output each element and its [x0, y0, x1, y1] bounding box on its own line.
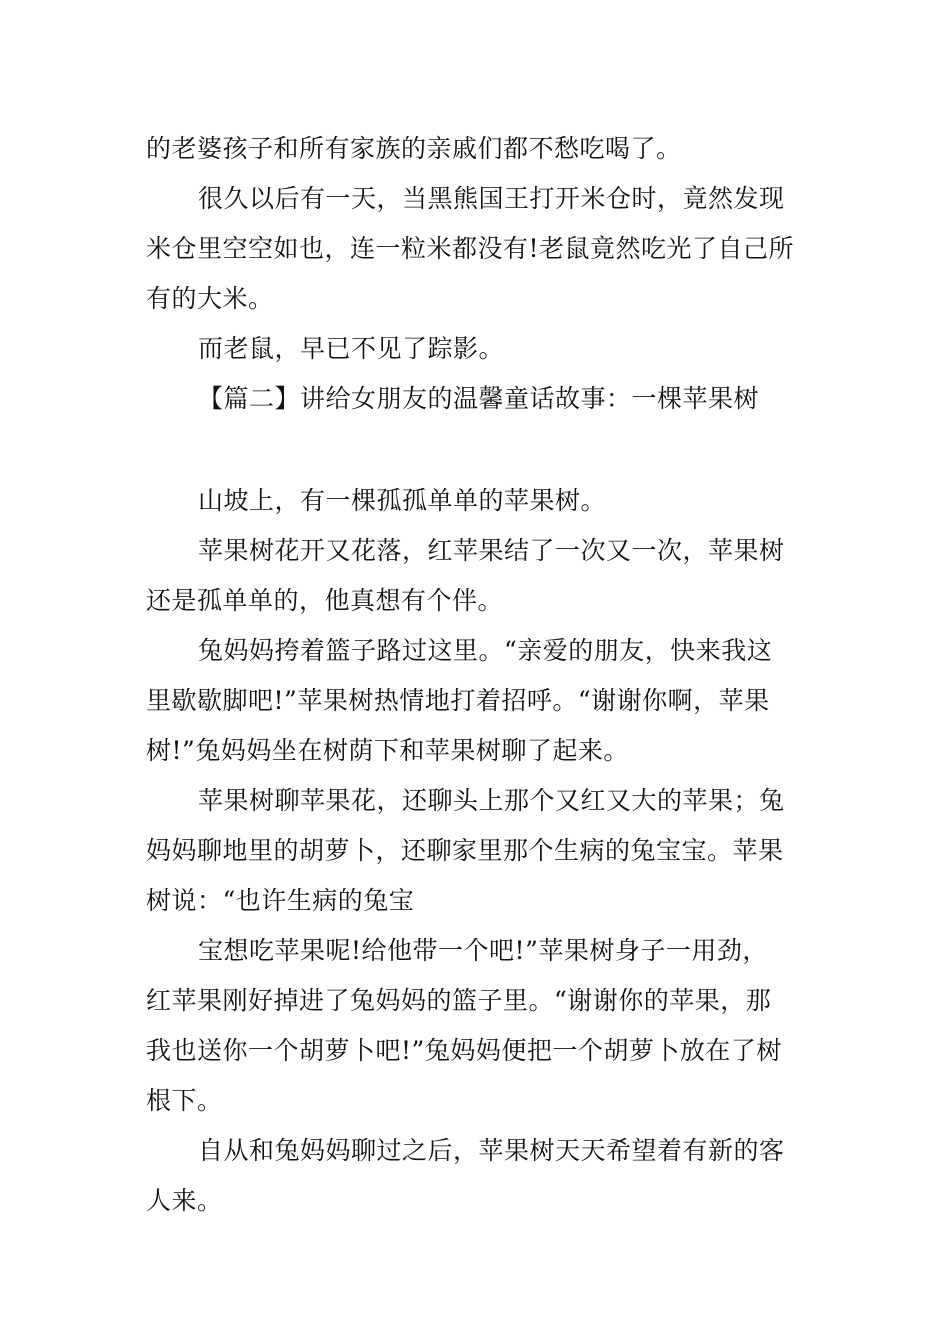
- text-line: 我也送你一个胡萝卜吧!”兔妈妈便把一个胡萝卜放在了树: [146, 1036, 782, 1065]
- text-line: 树!”兔妈妈坐在树荫下和苹果树聊了起来。: [146, 736, 629, 765]
- blank-gap: [146, 424, 811, 476]
- text-line: 人来。: [146, 1186, 223, 1215]
- paragraph-start-line: 兔妈妈挎着篮子路过这里。“亲爱的朋友，快来我这: [198, 636, 773, 665]
- paragraph-start-line: 自从和兔妈妈聊过之后，苹果树天天希望着有新的客: [198, 1136, 785, 1165]
- paragraph-start-line: 宝想吃苹果呢!给他带一个吧!”苹果树身子一用劲，: [198, 936, 768, 965]
- text-line: 的老婆孩子和所有家族的亲戚们都不愁吃喝了。: [146, 134, 682, 163]
- paragraph-start-line: 很久以后有一天，当黑熊国王打开米仓时，竟然发现: [198, 184, 785, 213]
- paragraph-start-line: 而老鼠，早已不见了踪影。: [198, 334, 505, 363]
- paragraph-start-line: 苹果树花开又花落，红苹果结了一次又一次，苹果树: [198, 536, 785, 565]
- text-line: 红苹果刚好掉进了兔妈妈的篮子里。“谢谢你的苹果，那: [146, 986, 772, 1015]
- paragraph-start-line: 山坡上，有一棵孤孤单单的苹果树。: [198, 486, 607, 515]
- text-line: 树说：“也许生病的兔宝: [146, 886, 415, 915]
- text-line: 还是孤单单的，他真想有个伴。: [146, 586, 504, 615]
- paragraph-start-line: 苹果树聊苹果花，还聊头上那个又红又大的苹果；兔: [198, 786, 785, 815]
- section-heading: 【篇二】讲给女朋友的温馨童话故事：一棵苹果树: [198, 384, 760, 413]
- document-body: [146, 124, 811, 1226]
- text-line: 妈妈聊地里的胡萝卜，还聊家里那个生病的兔宝宝。苹果: [146, 836, 784, 865]
- text-line: 里歇歇脚吧!”苹果树热情地打着招呼。“谢谢你啊，苹果: [146, 686, 770, 715]
- text-line: 米仓里空空如也，连一粒米都没有!老鼠竟然吃光了自己所: [146, 234, 795, 263]
- text-line: 根下。: [146, 1086, 223, 1115]
- text-line: 有的大米。: [146, 284, 274, 313]
